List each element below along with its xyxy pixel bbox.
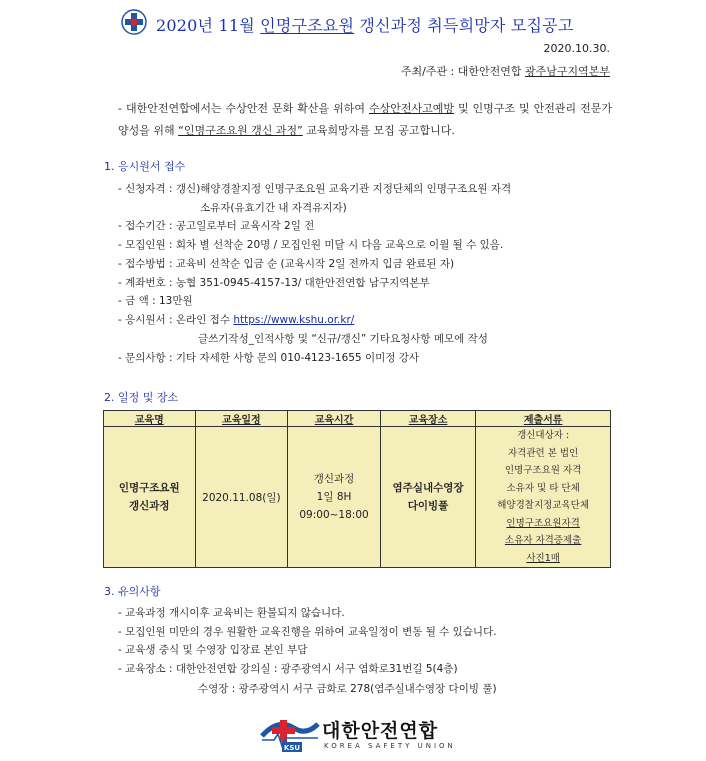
list-item: - 응시원서 : 온라인 접수 https://www.kshu.or.kr/ (118, 314, 355, 326)
footer-logo (258, 714, 478, 754)
date-cell: 2020.11.08(일) (195, 427, 288, 568)
section1-title: 1. 응시원서 접수 (104, 160, 186, 173)
intro-paragraph: - 대한안전연합에서는 수상안전 문화 확산을 위하여 수상안전사고예방 및 인명구조 및 안전관리 전문가 양성을 위해 “인명구조요원 갱신 과정” 교육희망자를 모집 공고합니다. (118, 102, 612, 137)
application-link[interactable]: https://www.kshu.or.kr/ (233, 314, 355, 326)
documents-cell: 갱신대상자 : 자격관련 본 법인 인명구조요원 자격 소유자 및 타 단체 해양경찰지정교육단체 인명구조요원자격 소유자 자격증제출 사진1매 (476, 427, 611, 568)
list-item: - 모집인원 미만의 경우 원활한 교육진행을 위하여 교육일정이 변동 될 수 있습니다. (118, 626, 497, 638)
section3-title: 3. 유의사항 (104, 585, 161, 598)
page-title: 2020년 11월 인명구조요원 갱신과정 취득희망자 모집공고 (156, 16, 574, 35)
table-row (104, 427, 611, 568)
list-item: - 접수기간 : 공고일로부터 교육시작 2일 전 (118, 220, 315, 232)
time-cell: 갱신과정 1일 8H 09:00~18:00 (288, 427, 381, 568)
list-item-continuation: 소유자(유효기간 내 자격유지자) (200, 202, 347, 214)
list-item: - 금 액 : 13만원 (118, 295, 193, 307)
list-item: - 문의사항 : 기타 자세한 사항 문의 010-4123-1655 이미정 강사 (118, 352, 420, 364)
col-header: 교육장소 (380, 411, 475, 427)
svg-text:KSU: KSU (283, 744, 301, 752)
list-item: - 모집인원 : 회차 별 선착순 20명 / 모집인원 미달 시 다음 교육으로 이월 될 수 있음. (118, 239, 504, 251)
host-line: 주최/주관 : 대한안전연합 광주남구지역본부 (400, 65, 610, 78)
list-item: - 교육장소 : 대한안전연합 강의실 : 광주광역시 서구 염화로31번길 5(4층) (118, 663, 458, 675)
ksu-small-logo-icon (120, 8, 148, 36)
list-item: - 접수방법 : 교육비 선착순 입금 순 (교육시작 2일 전까지 입금 완료된 자) (118, 258, 455, 270)
list-item: - 계좌번호 : 농협 351-0945-4157-13/ 대한안전연합 남구지역본부 (118, 277, 430, 289)
col-header: 교육명 (104, 411, 196, 427)
course-cell: 인명구조요원 갱신과정 (104, 427, 196, 568)
list-item: - 교육과정 개시이후 교육비는 환불되지 않습니다. (118, 607, 345, 619)
col-header: 제출서류 (476, 411, 611, 427)
org-name-korean: 대한안전연합 (322, 720, 439, 742)
col-header: 교육일정 (195, 411, 288, 427)
list-item-continuation: 글쓰기작성_인적사항 및 “신규/갱신” 기타요청사항 메모에 작성 (198, 333, 488, 345)
schedule-table (103, 410, 611, 568)
table-header-row (104, 411, 611, 427)
place-cell: 염주실내수영장 다이빙풀 (380, 427, 475, 568)
col-header: 교육시간 (288, 411, 381, 427)
ksu-emblem-icon (258, 714, 322, 754)
publish-date: 2020.10.30. (543, 42, 610, 55)
section2-title: 2. 일정 및 장소 (104, 391, 179, 404)
list-item: - 신청자격 : 갱신)해양경찰지정 인명구조요원 교육기관 지정단체의 인명구조요원 자격 (118, 183, 512, 195)
list-item: - 교육생 중식 및 수영장 입장료 본인 부담 (118, 644, 308, 656)
list-item-continuation: 수영장 : 광주광역시 서구 금화로 278(염주실내수영장 다이빙 풀) (198, 683, 497, 695)
title-row (112, 6, 632, 40)
org-name-english: KOREA SAFETY UNION (324, 742, 456, 750)
